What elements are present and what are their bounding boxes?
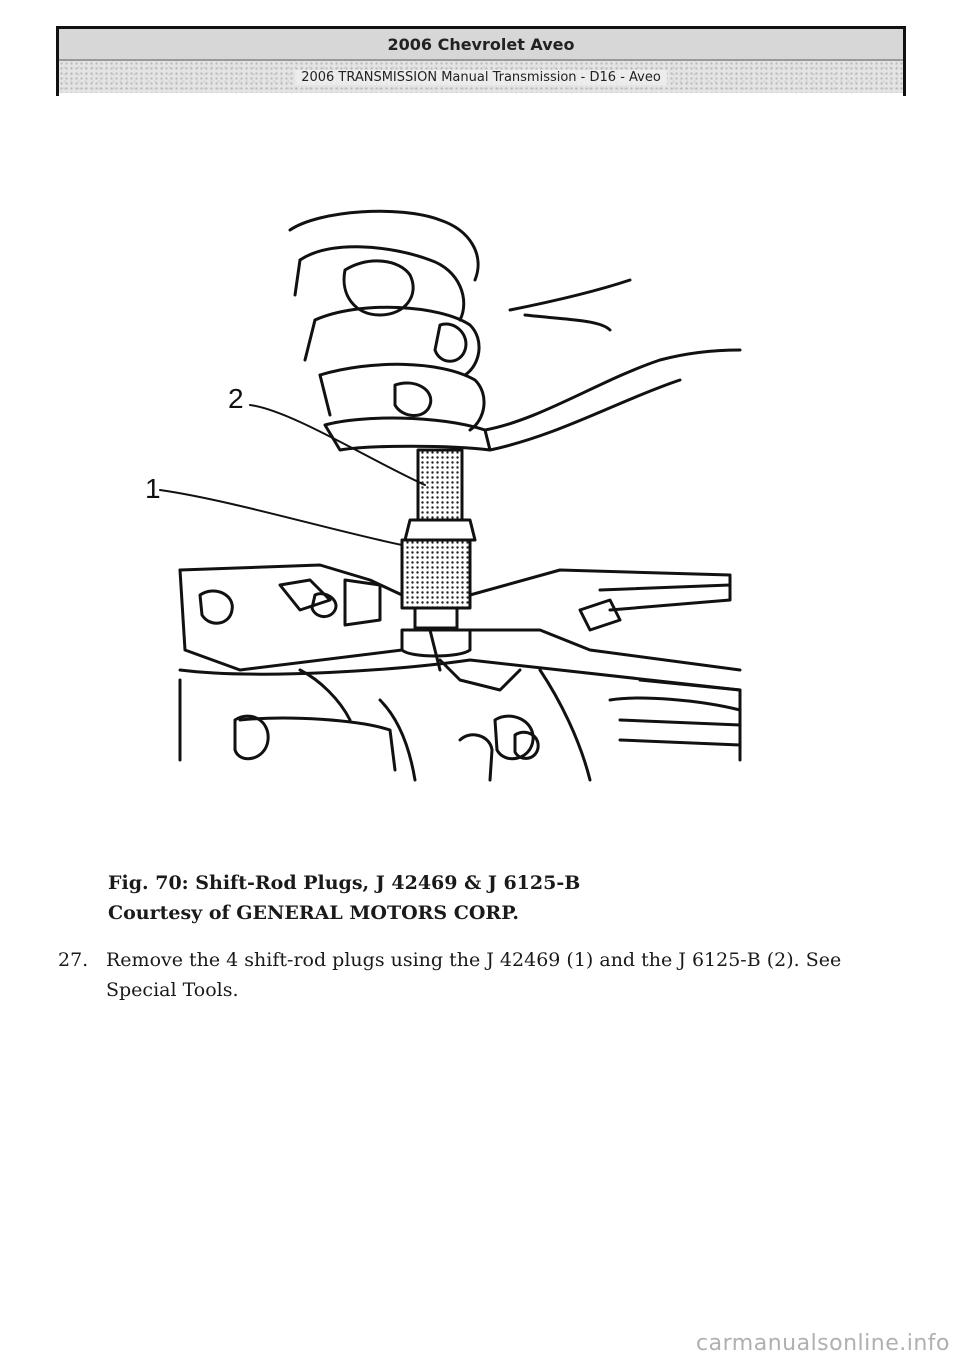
- watermark: carmanualsonline.info: [696, 1331, 950, 1356]
- header-subtitle: 2006 TRANSMISSION Manual Transmission - D16 - Aveo: [295, 70, 667, 85]
- step-text: Remove the 4 shift-rod plugs using the J 42469 (1) and the J 6125-B (2). See Special Tools.: [106, 949, 842, 1001]
- figure-caption: [108, 868, 580, 928]
- step-number: 27.: [58, 949, 89, 971]
- shift-rod-plug-illustration: [140, 200, 760, 800]
- header-subtitle-bar: [59, 61, 903, 93]
- caption-title: Fig. 70: Shift-Rod Plugs, J 42469 & J 6125-B: [108, 872, 581, 894]
- page-header: [56, 26, 906, 96]
- caption-credit: Courtesy of GENERAL MOTORS CORP.: [108, 902, 519, 924]
- callout-1: 1: [145, 473, 161, 504]
- callout-2: 2: [228, 383, 244, 414]
- header-title: 2006 Chevrolet Aveo: [59, 29, 903, 61]
